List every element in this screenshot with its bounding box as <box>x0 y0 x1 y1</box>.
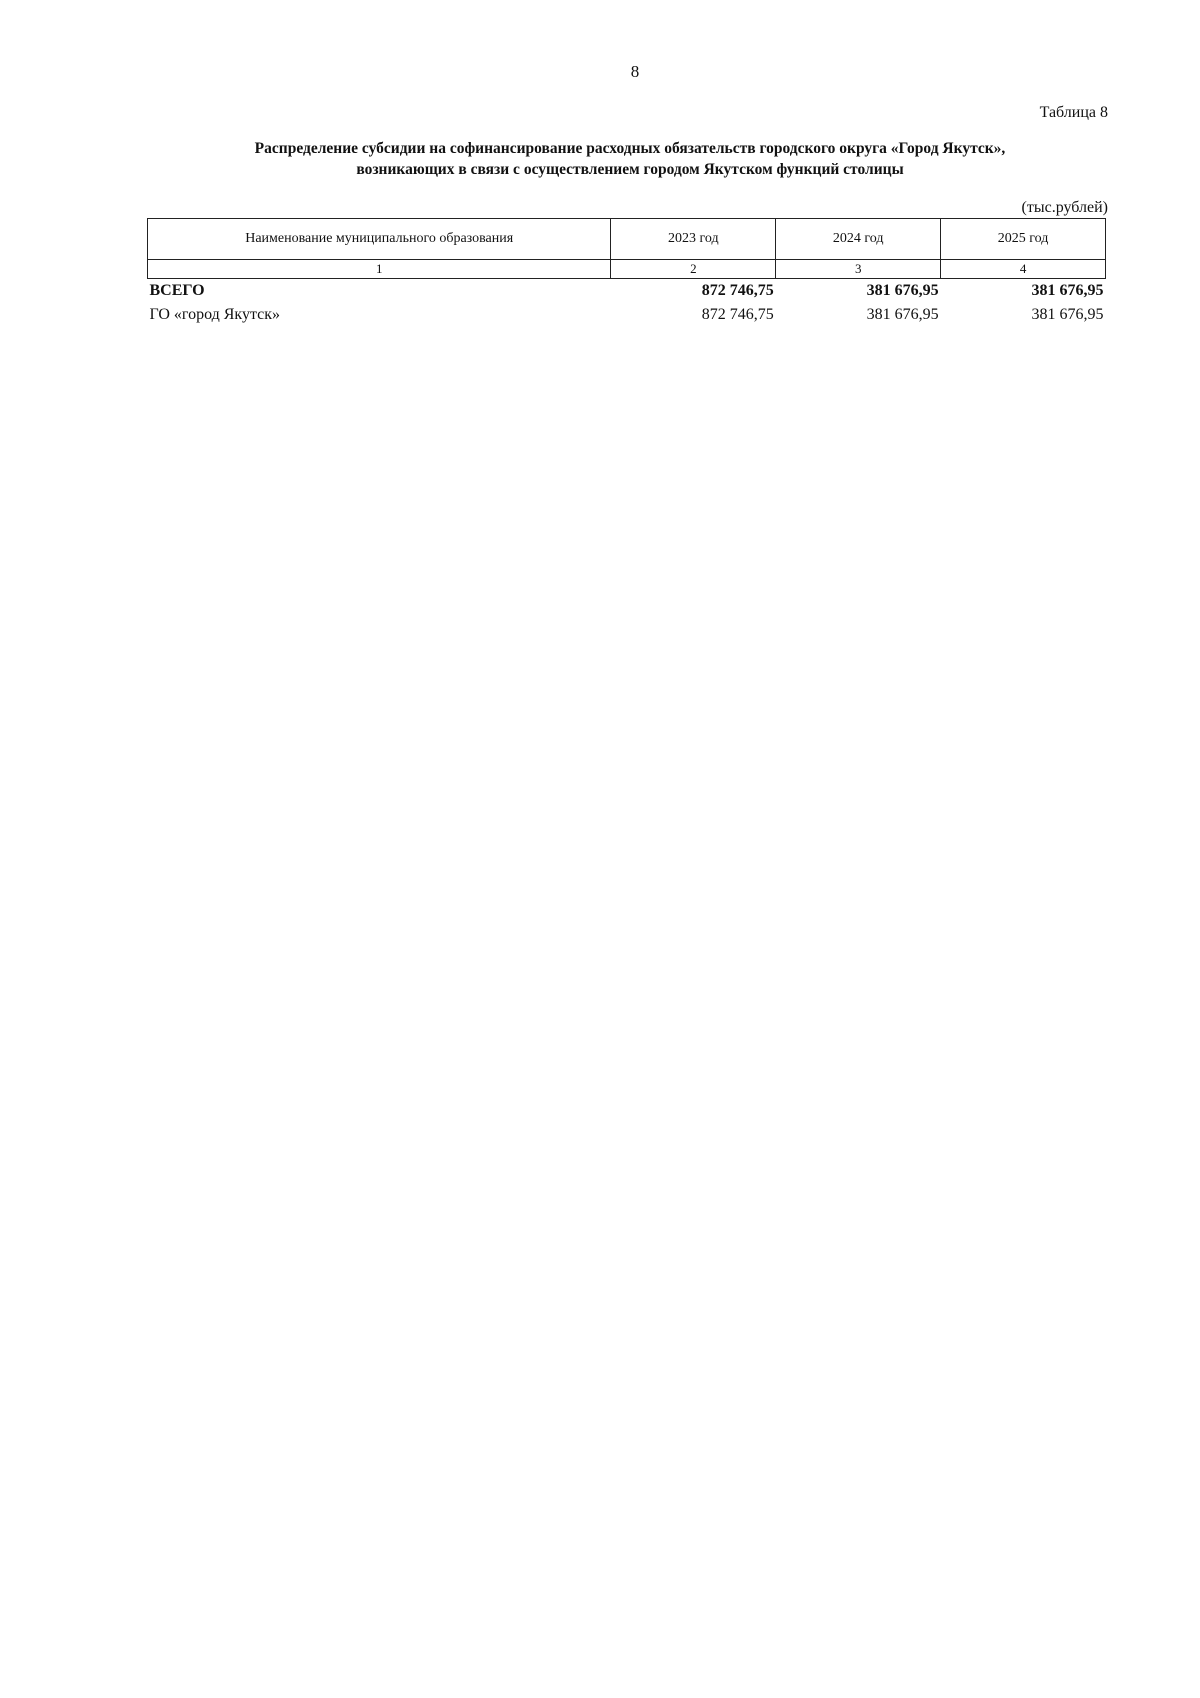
table-label: Таблица 8 <box>1039 104 1108 121</box>
table-row-total <box>148 279 1106 304</box>
column-number: 3 <box>776 260 941 279</box>
column-number-row <box>148 260 1106 279</box>
value-2024: 381 676,95 <box>866 282 939 299</box>
column-number: 1 <box>148 260 611 279</box>
header-municipality: Наименование муниципального образования <box>148 219 611 260</box>
row-name: ГО «город Якутск» <box>149 306 281 323</box>
value-2023: 872 746,75 <box>701 306 774 323</box>
column-number: 4 <box>941 260 1106 279</box>
page-number: 8 <box>630 62 640 81</box>
units-label: (тыс.рублей) <box>1021 199 1108 216</box>
document-title <box>150 138 1110 180</box>
value-2025: 381 676,95 <box>1031 306 1104 323</box>
table-row-yakutsk <box>148 303 1106 327</box>
value-2025: 381 676,95 <box>1031 282 1104 299</box>
value-2024: 381 676,95 <box>866 306 939 323</box>
subsidy-distribution-table <box>147 218 1106 327</box>
table-header-row <box>148 219 1106 260</box>
header-2025: 2025 год <box>941 219 1106 260</box>
column-number: 2 <box>611 260 776 279</box>
document-title-line-1: Распределение субсидии на софинансирование расходных обязательств городского округа «Город Якутск», <box>254 140 1006 157</box>
header-2024: 2024 год <box>776 219 941 260</box>
row-name: ВСЕГО <box>149 282 205 299</box>
document-title-line-2: возникающих в связи с осуществлением городом Якутском функций столицы <box>356 161 904 178</box>
value-2023: 872 746,75 <box>701 282 774 299</box>
header-2023: 2023 год <box>611 219 776 260</box>
